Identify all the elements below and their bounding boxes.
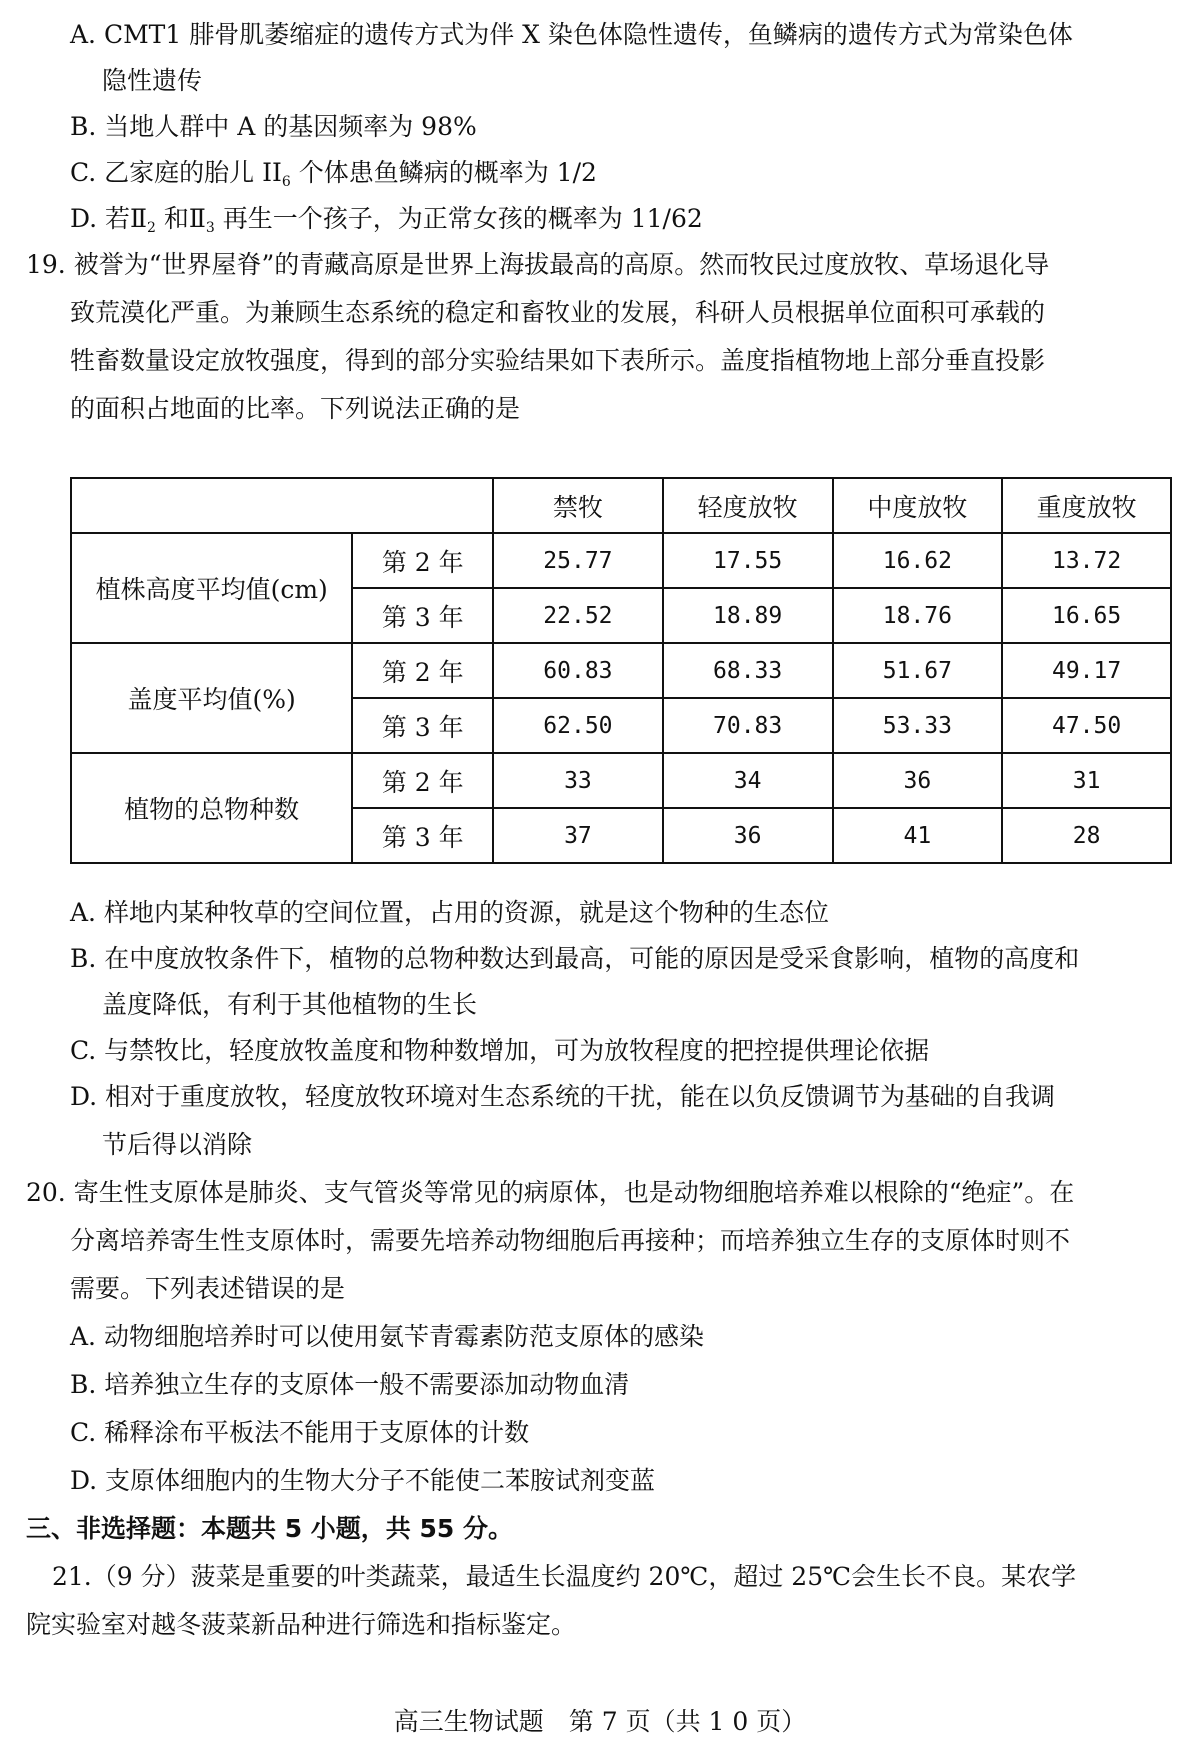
q19-option-b-line1: B. 在中度放牧条件下，植物的总物种数达到最高，可能的原因是受采食影响，植物的高度和 <box>70 944 1080 973</box>
table-year-cell: 第 3 年 <box>352 698 493 753</box>
q21-stem-line1: 21.（9 分）菠菜是重要的叶类蔬菜，最适生长温度约 20℃，超过 25℃会生长不良。某农学 <box>52 1562 1077 1591</box>
table-cell: 22.52 <box>493 588 663 643</box>
table-row <box>71 643 1171 698</box>
table-cell: 16.65 <box>1002 588 1171 643</box>
table-cell: 16.62 <box>833 533 1003 588</box>
table-cell: 68.33 <box>663 643 833 698</box>
table-cell: 18.89 <box>663 588 833 643</box>
table-cell: 13.72 <box>1002 533 1171 588</box>
table-cell: 36 <box>663 808 833 863</box>
q19-option-c: C. 与禁牧比，轻度放牧盖度和物种数增加，可为放牧程度的把控提供理论依据 <box>70 1036 930 1065</box>
table-cell: 70.83 <box>663 698 833 753</box>
table-cell: 28 <box>1002 808 1171 863</box>
q18-option-a-line1: A. CMT1 腓骨肌萎缩症的遗传方式为伴 X 染色体隐性遗传，鱼鳞病的遗传方式为常染色体 <box>70 20 1073 49</box>
table-header-cell: 禁牧 <box>493 478 663 533</box>
table-cell: 17.55 <box>663 533 833 588</box>
q20-option-c: C. 稀释涂布平板法不能用于支原体的计数 <box>70 1418 530 1447</box>
q20-stem-line2: 分离培养寄生性支原体时，需要先培养动物细胞后再接种；而培养独立生存的支原体时则不 <box>70 1226 1071 1255</box>
q20-stem-line1: 20. 寄生性支原体是肺炎、支气管炎等常见的病原体，也是动物细胞培养难以根除的“绝症”。在 <box>26 1178 1075 1207</box>
section3-heading: 三、非选择题：本题共 5 小题，共 55 分。 <box>26 1514 514 1543</box>
q20-option-a: A. 动物细胞培养时可以使用氨苄青霉素防范支原体的感染 <box>70 1322 704 1351</box>
q19-option-a: A. 样地内某种牧草的空间位置，占用的资源，就是这个物种的生态位 <box>70 898 829 927</box>
table-header-row <box>71 478 1171 533</box>
table-cell: 49.17 <box>1002 643 1171 698</box>
table-row <box>71 533 1171 588</box>
table-cell: 47.50 <box>1002 698 1171 753</box>
table-cell: 18.76 <box>833 588 1003 643</box>
page-footer: 高三生物试题 第 7 页（共 1 0 页） <box>393 1707 807 1736</box>
q19-option-d-line1: D. 相对于重度放牧，轻度放牧环境对生态系统的干扰，能在以负反馈调节为基础的自我调 <box>70 1082 1056 1111</box>
table-cell: 62.50 <box>493 698 663 753</box>
table-cell: 31 <box>1002 753 1171 808</box>
q19-option-d-line2: 节后得以消除 <box>102 1130 253 1159</box>
q19-stem-line1: 19. 被誉为“世界屋脊”的青藏高原是世界上海拔最高的高原。然而牧民过度放牧、草场退化导 <box>26 250 1050 279</box>
table-group-label: 植株高度平均值(cm) <box>71 533 352 643</box>
grazing-results-table <box>70 477 1172 864</box>
table-year-cell: 第 2 年 <box>352 533 493 588</box>
q20-option-b: B. 培养独立生存的支原体一般不需要添加动物血清 <box>70 1370 630 1399</box>
table-year-cell: 第 2 年 <box>352 753 493 808</box>
table-cell: 53.33 <box>833 698 1003 753</box>
table-cell: 36 <box>833 753 1003 808</box>
table-cell: 25.77 <box>493 533 663 588</box>
q20-option-d: D. 支原体细胞内的生物大分子不能使二苯胺试剂变蓝 <box>70 1466 656 1495</box>
table-row <box>71 753 1171 808</box>
q18-option-b: B. 当地人群中 A 的基因频率为 98% <box>70 112 477 141</box>
table-cell: 33 <box>493 753 663 808</box>
q18-option-d: D. 若$Ⅱ_2$ 和$Ⅱ_3$ 再生一个孩子，为正常女孩的概率为 11/62 <box>70 204 703 236</box>
q21-stem-line2: 院实验室对越冬菠菜新品种进行筛选和指标鉴定。 <box>26 1610 577 1639</box>
q19-stem-line2: 致荒漠化严重。为兼顾生态系统的稳定和畜牧业的发展，科研人员根据单位面积可承载的 <box>70 298 1046 327</box>
q18-option-a-line2: 隐性遗传 <box>102 66 203 95</box>
table-header-cell: 轻度放牧 <box>663 478 833 533</box>
table-year-cell: 第 2 年 <box>352 643 493 698</box>
q19-stem-line3: 牲畜数量设定放牧强度，得到的部分实验结果如下表所示。盖度指植物地上部分垂直投影 <box>70 346 1046 375</box>
q20-stem-line3: 需要。下列表述错误的是 <box>70 1274 346 1303</box>
table-group-label: 植物的总物种数 <box>71 753 352 863</box>
table-corner-cell <box>71 478 493 533</box>
table-year-cell: 第 3 年 <box>352 588 493 643</box>
table-cell: 37 <box>493 808 663 863</box>
table-header-cell: 重度放牧 <box>1002 478 1171 533</box>
table-cell: 51.67 <box>833 643 1003 698</box>
q19-option-b-line2: 盖度降低，有利于其他植物的生长 <box>102 990 478 1019</box>
q18-option-c: C. 乙家庭的胎儿 $II_6$ 个体患鱼鳞病的概率为 1/2 <box>70 158 597 190</box>
table-cell: 60.83 <box>493 643 663 698</box>
q19-stem-line4: 的面积占地面的比率。下列说法正确的是 <box>70 394 521 423</box>
table-cell: 34 <box>663 753 833 808</box>
table-cell: 41 <box>833 808 1003 863</box>
table-group-label: 盖度平均值(%) <box>71 643 352 753</box>
table-header-cell: 中度放牧 <box>833 478 1003 533</box>
table-year-cell: 第 3 年 <box>352 808 493 863</box>
